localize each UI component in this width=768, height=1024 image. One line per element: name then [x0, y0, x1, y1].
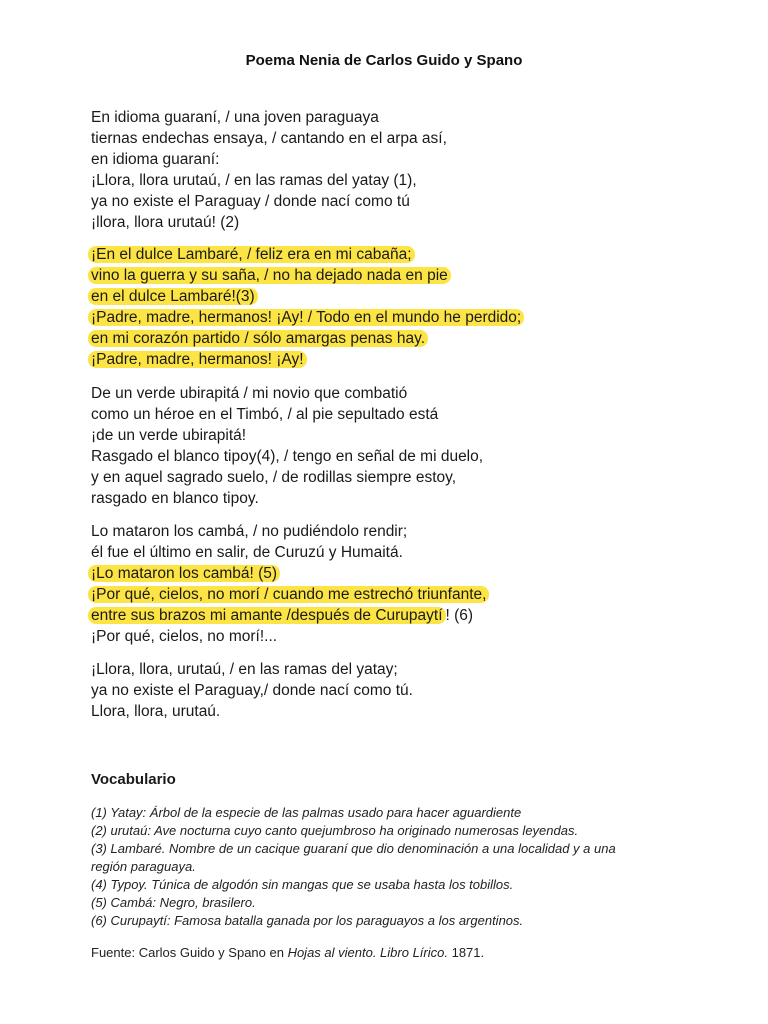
- poem-line: tiernas endechas ensaya, / cantando en el arpa así,: [91, 130, 447, 147]
- poem-line: y en aquel sagrado suelo, / de rodillas siempre estoy,: [91, 469, 457, 486]
- vocabulary-note: (3) Lambaré. Nombre de un cacique guaraní que dio denominación a una localidad y a una: [91, 841, 616, 856]
- highlight: ¡Por qué, cielos, no morí / cuando me estrechó triunfante,: [88, 586, 489, 603]
- poem-line-highlighted: [91, 349, 731, 370]
- poem-line-highlighted: [91, 265, 731, 286]
- poem-line: ya no existe el Paraguay / donde nací como tú: [91, 193, 410, 210]
- stanza-1: [91, 107, 731, 233]
- vocabulary-note: (2) urutaú: Ave nocturna cuyo canto quejumbroso ha originado numerosas leyendas.: [91, 823, 579, 838]
- highlight: ¡En el dulce Lambaré, / feliz era en mi cabaña;: [88, 246, 415, 263]
- poem-line-highlighted: [91, 244, 731, 265]
- poem-line: ¡llora, llora urutaú! (2): [91, 214, 240, 231]
- vocabulary-note: (6) Curupaytí: Famosa batalla ganada por los paraguayos a los argentinos.: [91, 913, 524, 928]
- highlight: en el dulce Lambaré!(3): [88, 288, 258, 305]
- poem-line: rasgado en blanco tipoy.: [91, 490, 259, 507]
- poem-line: Llora, llora, urutaú.: [91, 703, 221, 720]
- highlight: ¡Padre, madre, hermanos! ¡Ay! / Todo en el mundo he perdido;: [88, 309, 524, 326]
- vocabulary-heading: Vocabulario: [91, 771, 176, 788]
- poem-line-highlighted: [91, 328, 731, 349]
- stanza-3: [91, 383, 731, 509]
- poem-line: De un verde ubirapitá / mi novio que combatió: [91, 385, 408, 402]
- vocabulary-note: (4) Typoy. Túnica de algodón sin mangas que se usaba hasta los tobillos.: [91, 877, 514, 892]
- vocabulary-note: (1) Yatay: Árbol de la especie de las palmas usado para hacer aguardiente: [91, 805, 522, 820]
- poem-line-highlighted: [91, 563, 731, 584]
- highlight: ¡Padre, madre, hermanos! ¡Ay!: [88, 351, 307, 368]
- poem-line: ¡Llora, llora, urutaú, / en las ramas del yatay;: [91, 661, 398, 678]
- poem-line: ¡Por qué, cielos, no morí!...: [91, 628, 278, 645]
- stanza-4: [91, 521, 731, 647]
- poem-line: él fue el último en salir, de Curuzú y Humaitá.: [91, 544, 403, 561]
- poem-line-highlighted: [91, 307, 731, 328]
- highlight: en mi corazón partido / sólo amargas penas hay.: [88, 330, 428, 347]
- poem-line: como un héroe en el Timbó, / al pie sepultado está: [91, 406, 439, 423]
- poem-line: En idioma guaraní, / una joven paraguaya: [91, 109, 379, 126]
- stanza-2: [91, 244, 731, 370]
- source-citation: Fuente: Carlos Guido y Spano en Hojas al viento. Libro Lírico. 1871.: [91, 945, 485, 960]
- poem-line-highlighted: [91, 584, 731, 605]
- poem-line: ¡de un verde ubirapitá!: [91, 427, 247, 444]
- vocabulary-notes: [91, 804, 681, 930]
- poem-line: Rasgado el blanco tipoy(4), / tengo en señal de mi duelo,: [91, 448, 484, 465]
- poem-line-highlighted: [91, 286, 731, 307]
- poem-line: ¡Llora, llora urutaú, / en las ramas del yatay (1),: [91, 172, 417, 189]
- highlight: ¡Lo mataron los cambá! (5): [88, 565, 280, 582]
- poem-line-highlighted: entre sus brazos mi amante /después de Curupaytí ! (6): [91, 605, 731, 626]
- poem-line: en idioma guaraní:: [91, 151, 220, 168]
- vocabulary-note: región paraguaya.: [91, 859, 196, 874]
- highlight: entre sus brazos mi amante /después de Curupaytí: [88, 607, 446, 624]
- poem-line: ya no existe el Paraguay,/ donde nací como tú.: [91, 682, 413, 699]
- poem-line: Lo mataron los cambá, / no pudiéndolo rendir;: [91, 523, 408, 540]
- page-title: Poema Nenia de Carlos Guido y Spano: [245, 52, 523, 69]
- vocabulary-note: (5) Cambá: Negro, brasilero.: [91, 895, 256, 910]
- highlight: vino la guerra y su saña, / no ha dejado nada en pie: [88, 267, 451, 284]
- stanza-5: [91, 659, 731, 722]
